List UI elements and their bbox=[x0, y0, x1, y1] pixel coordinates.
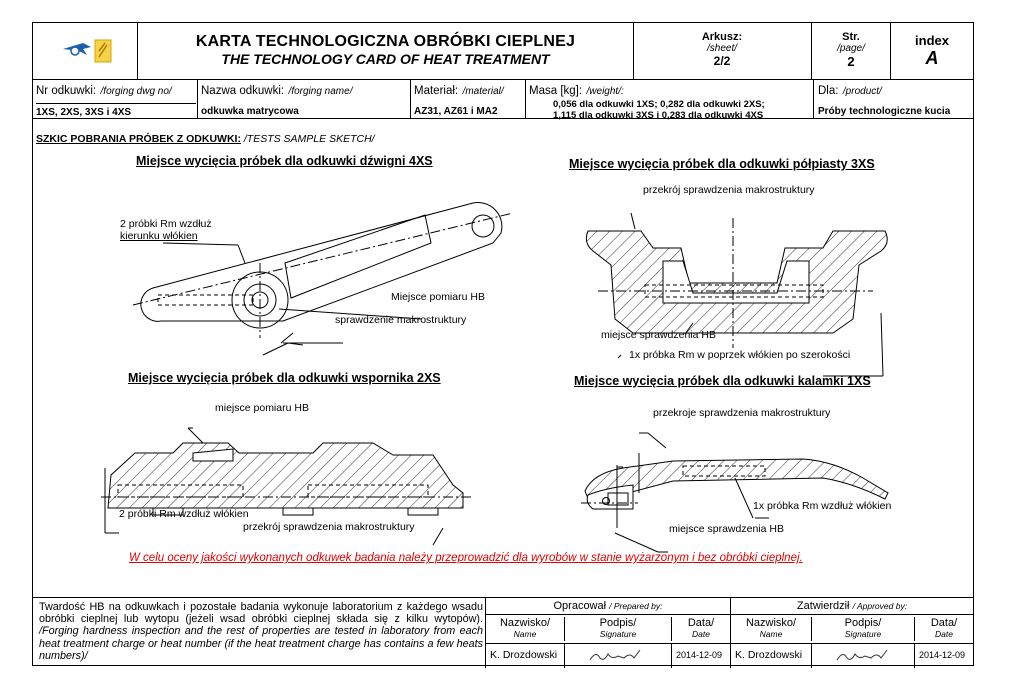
s2-annotation-rm: 2 próbki Rm wzdłuż włókien bbox=[119, 508, 249, 520]
s1-annotation-hb: miejsce sprawdzenia HB bbox=[669, 523, 784, 535]
mass-cell bbox=[529, 81, 813, 121]
page-value: 2 bbox=[847, 54, 855, 69]
index-value: A bbox=[925, 48, 939, 68]
logo-cell bbox=[33, 23, 137, 79]
sketch-3xs-title: Miejsce wycięcia próbek dla odkuwki półpiasty 3XS bbox=[569, 157, 875, 171]
sheet-value: 2/2 bbox=[713, 54, 731, 68]
approved-col-date-en: Date bbox=[935, 629, 953, 639]
technology-card bbox=[32, 22, 974, 666]
s2-annotation-hb: miejsce pomiaru HB bbox=[215, 402, 309, 414]
prepared-signature bbox=[586, 646, 646, 666]
product-label-en: /product/ bbox=[842, 86, 882, 97]
sketch-4xs-title: Miejsce wycięcia próbek dla odkuwki dźwigni 4XS bbox=[136, 154, 433, 168]
product-value: Próby technologiczne kucia bbox=[818, 106, 951, 117]
page-label: Str. bbox=[842, 31, 860, 43]
prepared-col-sign-en: Signature bbox=[599, 629, 637, 639]
sketch-1xs-title: Miejsce wycięcia próbek dla odkuwki kalamki 1XS bbox=[574, 374, 871, 388]
approved-date: 2014-12-09 bbox=[919, 650, 966, 660]
prepared-col-date-en: Date bbox=[692, 629, 710, 639]
mass-label: Masa [kg]: bbox=[529, 85, 583, 97]
s3-annotation-hb: miejsce sprawdzenia HB bbox=[601, 329, 716, 341]
footer-text bbox=[39, 601, 483, 662]
quality-note: W celu oceny jakości wykonanych odkuwek badania należy przeprowadzić dla wyrobów w stanie wyżarzonym i bez obróbki cieplnej. bbox=[129, 552, 803, 564]
approved-col-name-en: Name bbox=[759, 629, 783, 639]
approved-label-en: / Approved by: bbox=[852, 601, 908, 611]
company-logo bbox=[61, 37, 121, 67]
mass-line2: 1,115 dla odkuwki 3XS i 0,283 dla odkuwki 4XS bbox=[553, 110, 764, 121]
s4-annotation-samples-1: 2 próbki Rm wzdłuż bbox=[120, 218, 212, 230]
material-value: AZ31, AZ61 i MA2 bbox=[414, 106, 498, 117]
product-cell bbox=[818, 81, 974, 117]
index-cell bbox=[891, 33, 973, 69]
sketch-heading-pl: SZKIC POBRANIA PRÓBEK Z ODKUWKI: bbox=[36, 133, 241, 145]
approved-col-sign: Podpis/ bbox=[844, 617, 882, 629]
material-label-en: /material/ bbox=[462, 86, 504, 97]
forging-no-label-en: /forging dwg no/ bbox=[100, 86, 172, 97]
prepared-col-sign: Podpis/ bbox=[599, 617, 637, 629]
s4-annotation-hb: Miejsce pomiaru HB bbox=[391, 291, 485, 303]
approved-col-name: Nazwisko/ bbox=[745, 617, 797, 629]
prepared-col-name-en: Name bbox=[513, 629, 537, 639]
prepared-label-en: / Prepared by: bbox=[609, 601, 663, 611]
prepared-date: 2014-12-09 bbox=[676, 650, 723, 660]
forging-name-label: Nazwa odkuwki: bbox=[201, 85, 285, 97]
product-label: Dla: bbox=[818, 85, 839, 97]
material-label: Materiał: bbox=[414, 85, 459, 97]
s1-annotation-rm: 1x próbka Rm wzdłuż włókien bbox=[753, 500, 892, 512]
s4-annotation-macro: sprawdzenie makrostruktury bbox=[335, 314, 467, 326]
title-en: THE TECHNOLOGY CARD OF HEAT TREATMENT bbox=[221, 51, 550, 67]
footer-text-en: /Forging hardness inspection and the rest of properties are tested in laboratory from each heat treatment charge or heat number (if the heat treatment charge has contains a few heats numbers)/ bbox=[39, 625, 483, 662]
footer bbox=[33, 597, 973, 668]
sketch-heading-en: /TESTS SAMPLE SKETCH/ bbox=[243, 133, 375, 145]
forging-no-cell bbox=[36, 81, 196, 118]
approved-signature bbox=[833, 646, 893, 666]
sketch-drawings bbox=[33, 133, 973, 593]
forging-no-value: 1XS, 2XS, 3XS i 4XS bbox=[36, 103, 196, 118]
prepared-col-name: Nazwisko/ bbox=[499, 617, 551, 629]
sheet-label: Arkusz: bbox=[701, 31, 743, 43]
mass-line1: 0,056 dla odkuwki 1XS; 0,282 dla odkuwki 2XS; bbox=[553, 99, 765, 110]
s3-annotation-macro: przekrój sprawdzenia makrostruktury bbox=[643, 184, 815, 196]
page-cell bbox=[812, 31, 890, 69]
approved-label: Zatwierdził bbox=[796, 600, 850, 612]
s4-annotation-samples-2: kierunku włókien bbox=[120, 230, 198, 242]
prepared-name: K. Drozdowski bbox=[490, 649, 558, 661]
forging-name-label-en: /forging name/ bbox=[288, 86, 353, 97]
sketch-2xs-title: Miejsce wycięcia próbek dla odkuwki wspornika 2XS bbox=[128, 371, 441, 385]
approved-name: K. Drozdowski bbox=[735, 649, 803, 661]
header-row bbox=[33, 23, 973, 80]
forging-name-value: odkuwka matrycowa bbox=[201, 106, 299, 117]
mass-label-en: /weight/: bbox=[586, 86, 624, 97]
s1-annotation-macro: przekroje sprawdzenia makrostruktury bbox=[653, 407, 831, 419]
index-label: index bbox=[915, 33, 949, 48]
footer-text-pl: Twardość HB na odkuwkach i pozostałe badania wykonuje laboratorium z każdego wsadu obróbki cieplnej lub wytopu (jeżeli wsad obróbki cieplnej składa się z kilku wytopów). bbox=[39, 601, 483, 626]
info-row bbox=[33, 79, 973, 119]
sheet-label-en: /sheet/ bbox=[706, 43, 738, 54]
forging-name-cell bbox=[201, 81, 411, 117]
page-label-en: /page/ bbox=[837, 43, 865, 54]
approved-block bbox=[731, 598, 973, 668]
s3-annotation-rm: 1x próbka Rm w poprzek włókien po szerokości bbox=[629, 349, 851, 361]
s2-annotation-macro: przekrój sprawdzenia makrostruktury bbox=[243, 521, 415, 533]
approved-col-sign-en: Signature bbox=[844, 629, 882, 639]
approved-col-date: Data/ bbox=[930, 617, 958, 629]
prepared-label: Opracował bbox=[553, 600, 607, 612]
title-pl: KARTA TECHNOLOGICZNA OBRÓBKI CIEPLNEJ bbox=[195, 33, 576, 50]
prepared-block bbox=[486, 598, 730, 668]
sheet-cell bbox=[634, 31, 810, 68]
forging-no-label: Nr odkuwki: bbox=[36, 85, 97, 97]
title-cell bbox=[138, 33, 633, 67]
prepared-col-date: Data/ bbox=[687, 617, 715, 629]
material-cell bbox=[414, 81, 524, 117]
